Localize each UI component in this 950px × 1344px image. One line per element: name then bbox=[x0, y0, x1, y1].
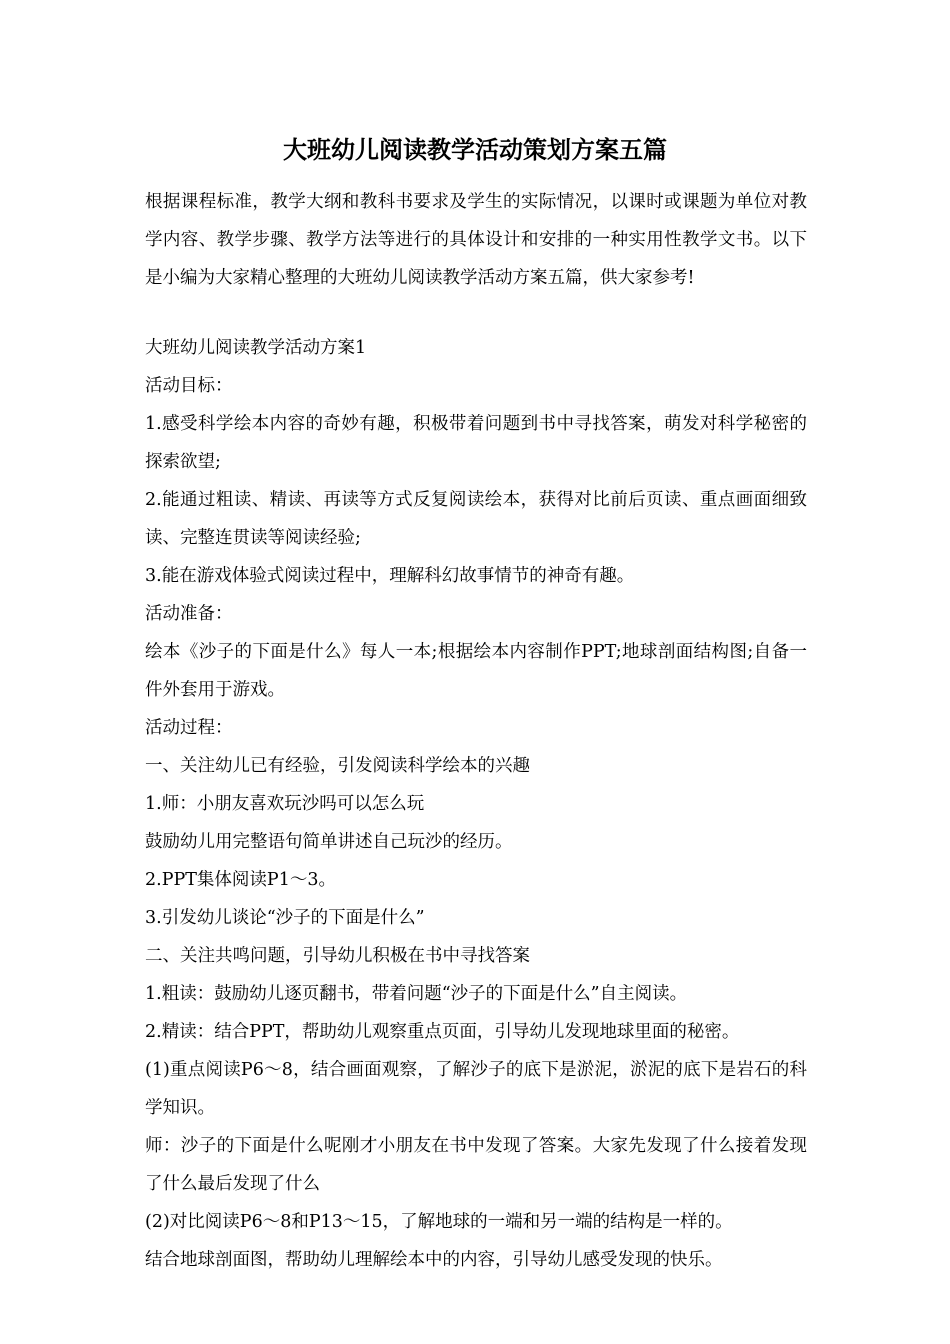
process-step-heading: 一、关注幼儿已有经验，引发阅读科学绘本的兴趣 bbox=[145, 756, 530, 776]
process-item: 2.PPT集体阅读P1～3。 bbox=[145, 870, 336, 890]
prep-label: 活动准备： bbox=[145, 604, 233, 624]
goal-item: 1.感受科学绘本内容的奇妙有趣，积极带着问题到书中寻找答案，萌发对科学秘密的探索欲望; bbox=[145, 414, 807, 472]
process-item: 1.粗读：鼓励幼儿逐页翻书，带着问题“沙子的下面是什么”自主阅读。 bbox=[145, 984, 688, 1004]
process-item: 师：沙子的下面是什么呢刚才小朋友在书中发现了答案。大家先发现了什么接着发现了什么最后发现了什么 bbox=[145, 1136, 807, 1194]
intro-paragraph: 根据课程标准，教学大纲和教科书要求及学生的实际情况，以课时或课题为单位对教学内容、教学步骤、教学方法等进行的具体设计和安排的一种实用性教学文书。以下是小编为大家精心整理的大班幼儿阅读教学活动方案五篇，供大家参考! bbox=[145, 192, 807, 288]
process-item: 1.师：小朋友喜欢玩沙吗可以怎么玩 bbox=[145, 794, 425, 814]
process-item: 结合地球剖面图，帮助幼儿理解绘本中的内容，引导幼儿感受发现的快乐。 bbox=[145, 1250, 723, 1270]
goals-label: 活动目标： bbox=[145, 376, 233, 396]
goal-item: 3.能在游戏体验式阅读过程中，理解科幻故事情节的神奇有趣。 bbox=[145, 566, 635, 586]
process-step-heading: 二、关注共鸣问题，引导幼儿积极在书中寻找答案 bbox=[145, 946, 530, 966]
document-body bbox=[145, 329, 807, 1279]
prep-text: 绘本《沙子的下面是什么》每人一本;根据绘本内容制作PPT;地球剖面结构图;自备一件外套用于游戏。 bbox=[145, 642, 807, 700]
process-label: 活动过程： bbox=[145, 718, 233, 738]
process-item: 3.引发幼儿谈论“沙子的下面是什么” bbox=[145, 908, 425, 928]
process-item: (2)对比阅读P6～8和P13～15，了解地球的一端和另一端的结构是一样的。 bbox=[145, 1212, 733, 1232]
document-title: 大班幼儿阅读教学活动策划方案五篇 bbox=[283, 135, 667, 164]
process-item: 鼓励幼儿用完整语句简单讲述自己玩沙的经历。 bbox=[145, 832, 513, 852]
goal-item: 2.能通过粗读、精读、再读等方式反复阅读绘本，获得对比前后页读、重点画面细致读、完整连贯读等阅读经验; bbox=[145, 490, 807, 548]
process-item: (1)重点阅读P6～8，结合画面观察，了解沙子的底下是淤泥，淤泥的底下是岩石的科学知识。 bbox=[145, 1060, 807, 1118]
section-heading: 大班幼儿阅读教学活动方案1 bbox=[145, 338, 367, 358]
process-item: 2.精读：结合PPT，帮助幼儿观察重点页面，引导幼儿发现地球里面的秘密。 bbox=[145, 1022, 740, 1042]
